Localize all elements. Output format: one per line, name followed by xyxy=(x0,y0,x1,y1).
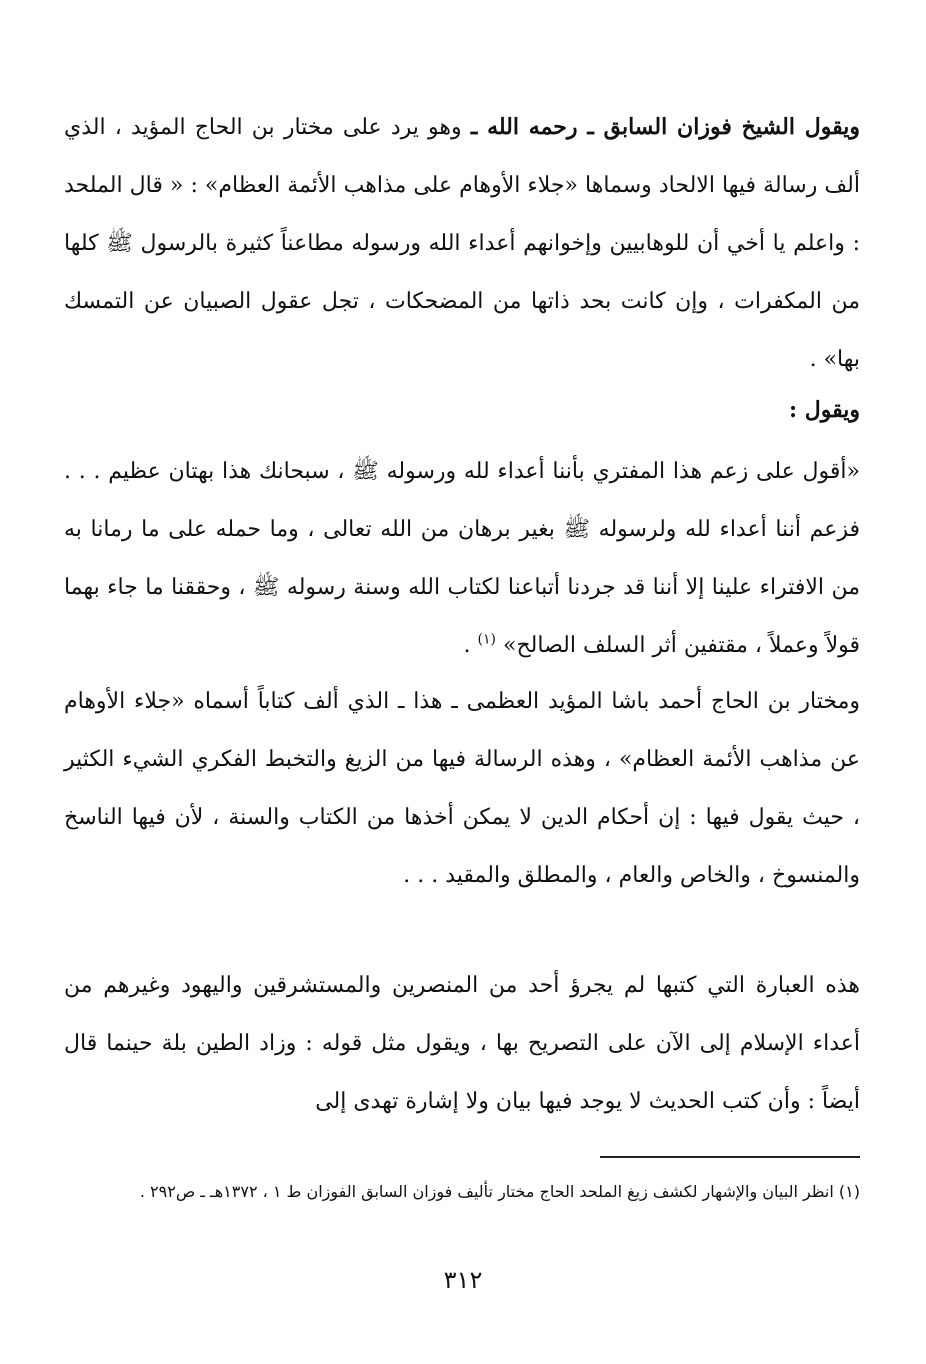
paragraph-3: ومختار بن الحاج أحمد باشا المؤيد العظمى ـ هذا ـ الذي ألف كتاباً أسماه «جلاء الأوهام عن مذاهب الأئمة العظام» ، وهذه الرسالة فيها من الزيغ والتخبط الفكري الشيء الكثير ، حيث يقول فيها : إن أحكام الدين لا يمكن أخذها من الكتاب والسنة ، لأن فيها الناسخ والمنسوخ ، والخاص والعام ، والمطلق والمقيد . . . xyxy=(64,689,860,888)
paragraph-1-text: وهو يرد على مختار بن الحاج المؤيد ، الذي ألف رسالة فيها الالحاد وسماها «جلاء الأوهام على مذاهب الأئمة العظام» : « قال الملحد : واعلم يا أخي أن للوهابيين وإخوانهم أعداء الله ورسوله مطاعناً كثيرة بالرسول ﷺ كلها من المكفرات ، وإن كانت بحد ذاتها من المضحكات ، تجل عقول الصبيان عن التمسك بها» . xyxy=(64,115,861,372)
footnote: (١) انظر البيان والإشهار لكشف زيغ الملحد الحاج مختار تأليف فوزان السابق الفوزان ط ١ ، ١٣٧٢هـ ـ ص٢٩٢ . xyxy=(139,1182,860,1201)
paragraph-2-end: . xyxy=(463,633,478,658)
paragraph-1-lead: ويقول الشيخ فوزان السابق ـ رحمه الله ـ xyxy=(470,114,860,140)
section-heading: ويقول : xyxy=(788,397,860,423)
paragraph-4: هذه العبارة التي كتبها لم يجرؤ أحد من المنصرين والمستشرقين واليهود وغيرهم من أعداء الإسلام إلى الآن على التصريح بها ، ويقول مثل قوله : وزاد الطين بلة حينما قال أيضاً : وأن كتب الحديث لا يوجد فيها بيان ولا إشارة تهدى إلى xyxy=(64,973,860,1114)
footnote-reference[interactable]: (١) xyxy=(477,631,497,648)
paragraph-2 xyxy=(64,443,860,675)
paragraph-1 xyxy=(64,98,860,389)
paragraph-2-text: «أقول على زعم هذا المفتري بأننا أعداء لله ورسوله ﷺ ، سبحانك هذا بهتان عظيم . . . فزعم أننا أعداء لله ولرسوله ﷺ بغير برهان من الله تعالى ، وما حمله على ما رمانا به من الافتراء علينا إلا أننا قد جردنا أتباعنا لكتاب الله وسنة رسوله ﷺ ، وحققنا ما جاء بهما قولاً وعملاً ، مقتفين أثر السلف الصالح» xyxy=(64,459,860,658)
footnote-divider xyxy=(600,1156,860,1158)
page-number: ٣١٢ xyxy=(443,1266,483,1294)
